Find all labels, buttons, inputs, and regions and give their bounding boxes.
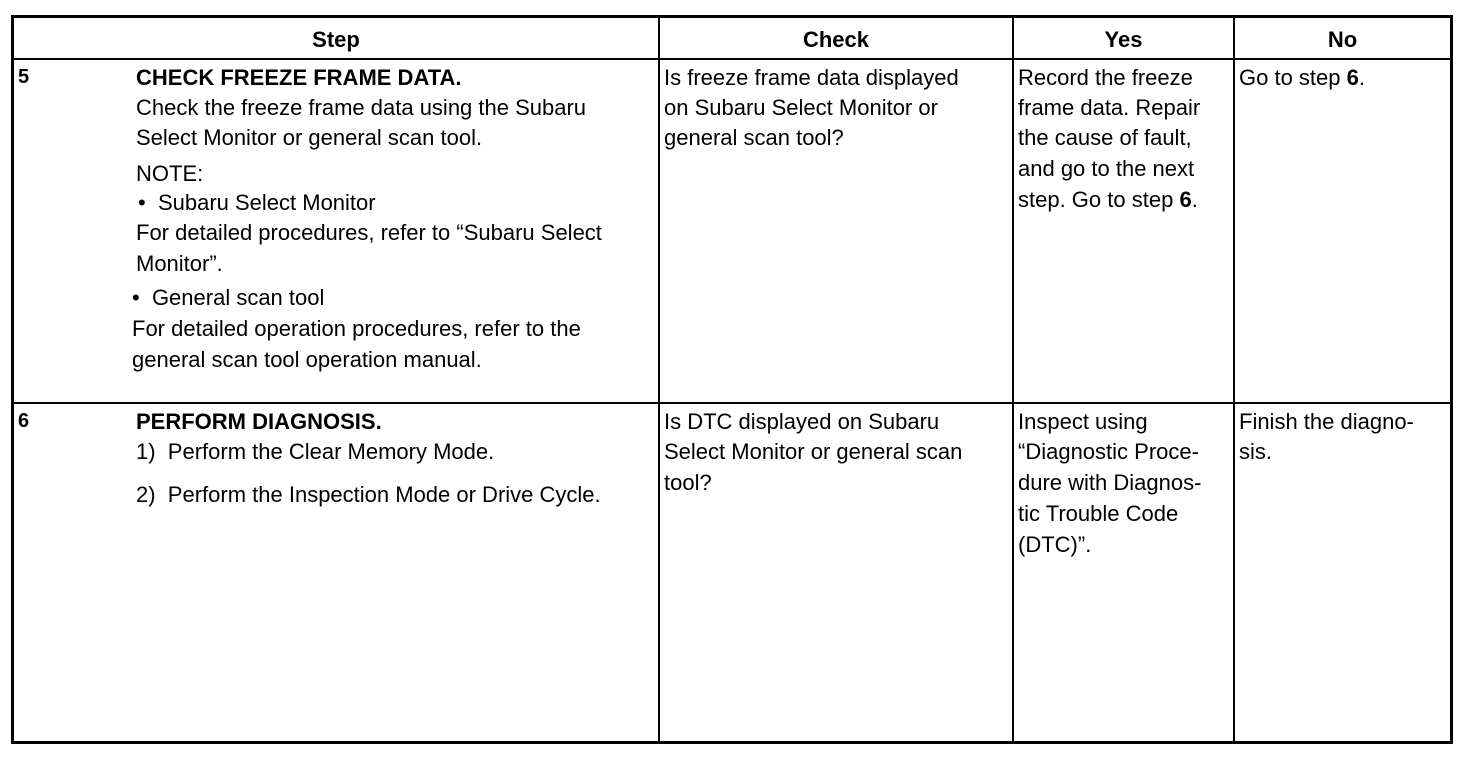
yes-line: and go to the next bbox=[1018, 156, 1195, 181]
header-step: Step bbox=[312, 27, 360, 52]
bullet-text-line: Monitor”. bbox=[136, 251, 223, 276]
bullet-icon: • bbox=[138, 190, 158, 215]
header-no: No bbox=[1327, 27, 1358, 52]
column-divider bbox=[1012, 18, 1014, 741]
no-goto-suffix: . bbox=[1358, 65, 1365, 90]
column-divider bbox=[658, 18, 660, 741]
yes-line: Inspect using bbox=[1018, 409, 1148, 434]
check-line: tool? bbox=[664, 470, 712, 495]
bullet-icon: • bbox=[132, 285, 152, 310]
check-line: on Subaru Select Monitor or bbox=[664, 95, 938, 120]
step-title: PERFORM DIAGNOSIS. bbox=[136, 409, 382, 434]
yes-line: “Diagnostic Proce- bbox=[1018, 439, 1199, 464]
yes-line bbox=[1018, 184, 1198, 215]
no-line bbox=[1239, 62, 1365, 93]
yes-line: tic Trouble Code bbox=[1018, 501, 1179, 526]
no-goto-step: 6 bbox=[1346, 65, 1359, 90]
procedure-step-number: 1) bbox=[136, 439, 156, 464]
procedure-step bbox=[136, 436, 494, 467]
note-label: NOTE: bbox=[136, 161, 204, 186]
yes-line: Record the freeze bbox=[1018, 65, 1193, 90]
yes-line: dure with Diagnos- bbox=[1018, 470, 1202, 495]
bullet-label: Subaru Select Monitor bbox=[157, 190, 376, 215]
row-divider bbox=[14, 402, 1450, 404]
bullet-text-line: For detailed procedures, refer to “Subaru Select bbox=[136, 220, 602, 245]
bullet-label: General scan tool bbox=[151, 285, 325, 310]
step-number: 5 bbox=[18, 66, 30, 88]
bullet-text-line: general scan tool operation manual. bbox=[132, 347, 482, 372]
check-line: Is freeze frame data displayed bbox=[664, 65, 959, 90]
check-line: Select Monitor or general scan bbox=[664, 439, 963, 464]
procedure-step-number: 2) bbox=[136, 482, 156, 507]
step-body-line: Check the freeze frame data using the Subaru bbox=[136, 95, 587, 120]
no-goto-text: Go to step bbox=[1239, 65, 1347, 90]
procedure-step-text: Perform the Inspection Mode or Drive Cycle. bbox=[167, 482, 601, 507]
procedure-step bbox=[136, 479, 601, 510]
no-line: sis. bbox=[1239, 439, 1272, 464]
check-line: Is DTC displayed on Subaru bbox=[664, 409, 940, 434]
yes-line: (DTC)”. bbox=[1018, 532, 1092, 557]
yes-goto-step: 6 bbox=[1179, 187, 1192, 212]
bullet-text-line: For detailed operation procedures, refer to the bbox=[132, 316, 581, 341]
yes-goto-suffix: . bbox=[1191, 187, 1198, 212]
check-line: general scan tool? bbox=[664, 125, 844, 150]
header-yes: Yes bbox=[1104, 27, 1143, 52]
row-divider bbox=[14, 58, 1450, 60]
yes-line: the cause of fault, bbox=[1018, 125, 1192, 150]
diagnostic-table bbox=[11, 15, 1453, 744]
bullet-item bbox=[138, 187, 376, 218]
procedure-step-text: Perform the Clear Memory Mode. bbox=[167, 439, 495, 464]
step-number: 6 bbox=[18, 410, 30, 432]
step-body-line: Select Monitor or general scan tool. bbox=[136, 125, 483, 150]
yes-goto-text: step. Go to step bbox=[1018, 187, 1180, 212]
bullet-item bbox=[132, 282, 324, 313]
header-check: Check bbox=[802, 27, 870, 52]
column-divider bbox=[1233, 18, 1235, 741]
step-title: CHECK FREEZE FRAME DATA. bbox=[136, 65, 462, 90]
yes-line: frame data. Repair bbox=[1018, 95, 1201, 120]
no-line: Finish the diagno- bbox=[1239, 409, 1414, 434]
